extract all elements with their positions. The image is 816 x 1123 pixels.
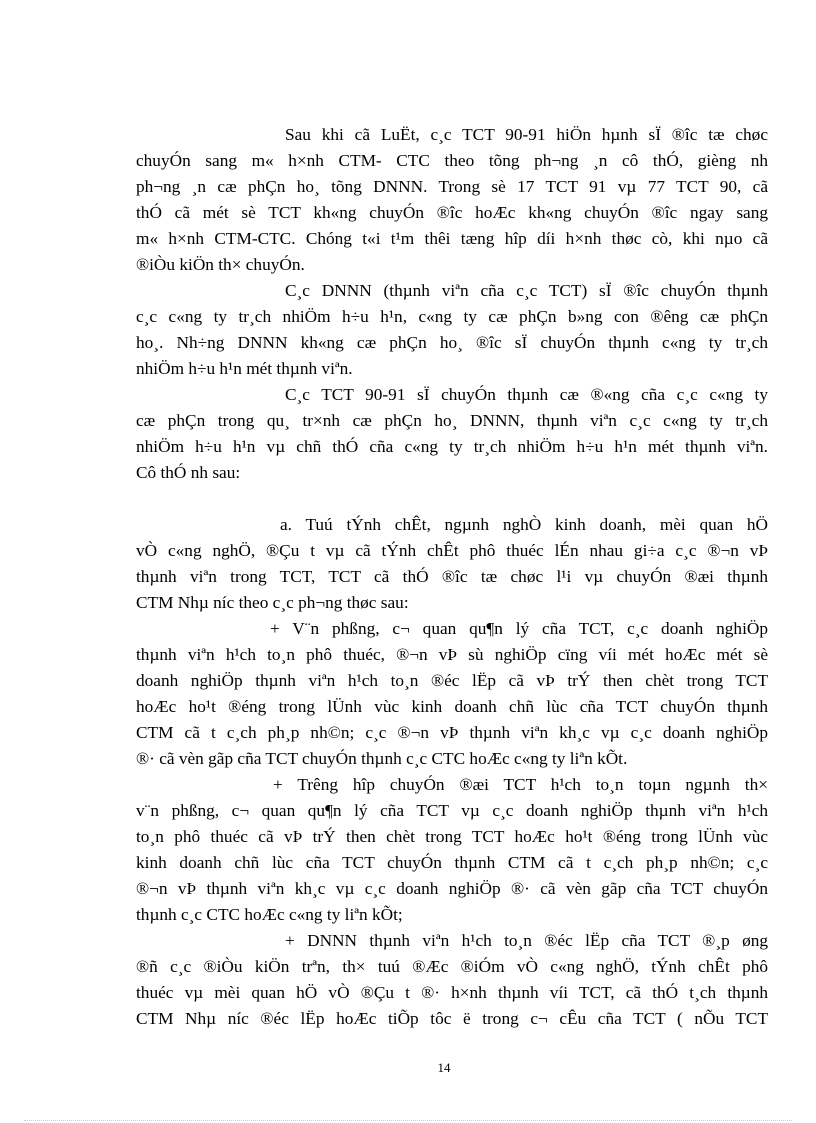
text-line: ®¬n vÞ thµnh viªn kh¸c vµ c¸c doanh nghiÖp ®· cã vèn gãp cña TCT chuyÓn bbox=[136, 879, 768, 898]
page-number: 14 bbox=[437, 1060, 451, 1075]
text-line: thÓ cã mét sè TCT kh«ng chuyÓn ®îc hoÆc kh«ng chuyÓn ®îc ngay sang bbox=[136, 203, 768, 222]
text-line: thµnh viªn h¹ch to¸n phô thuéc, ®¬n vÞ sù nghiÖp cïng víi mét hoÆc mét sè bbox=[136, 645, 768, 664]
text-line: thµnh viªn trong TCT, TCT cã thÓ ®îc tæ chøc l¹i vµ chuyÓn ®æi thµnh bbox=[136, 567, 768, 586]
text-line: ho¸. Nh÷ng DNNN kh«ng cæ phÇn ho¸ ®îc sÏ chuyÓn thµnh c«ng ty tr¸ch bbox=[136, 333, 768, 352]
text-line: CTM cã t c¸ch ph¸p nh©n; c¸c ®¬n vÞ thµnh viªn kh¸c vµ c¸c doanh nghiÖp bbox=[136, 723, 768, 742]
text-line: hoÆc ho¹t ®éng trong lÜnh vùc kinh doanh chñ lùc cña TCT chuyÓn thµnh bbox=[136, 697, 768, 716]
text-line: + Trêng hîp chuyÓn ®æi TCT h¹ch to¸n toµn ngµnh th× bbox=[273, 775, 768, 794]
text-line: + DNNN thµnh viªn h¹ch to¸n ®éc lËp cña TCT ®¸p øng bbox=[285, 931, 768, 950]
paragraph-gap bbox=[136, 486, 768, 512]
paragraph bbox=[136, 512, 768, 616]
text-line: v¨n phßng, c¬ quan qu¶n lý cña TCT vµ c¸c doanh nghiÖp thµnh viªn h¹ch bbox=[136, 801, 768, 820]
text-line: CTM Nhµ níc theo c¸c ph¬ng thøc sau: bbox=[136, 593, 409, 612]
text-line: doanh nghiÖp thµnh viªn h¹ch to¸n ®éc lËp cã vÞ trÝ then chèt trong TCT bbox=[136, 671, 768, 690]
paragraph bbox=[136, 616, 768, 772]
text-line: to¸n phô thuéc cã vÞ trÝ then chèt trong TCT hoÆc ho¹t ®éng trong lÜnh vùc bbox=[136, 827, 768, 846]
text-line: C¸c DNNN (thµnh viªn cña c¸c TCT) sÏ ®îc chuyÓn thµnh bbox=[285, 281, 768, 300]
paragraph bbox=[136, 278, 768, 382]
text-line: nhiÖm h÷u h¹n mét thµnh viªn. bbox=[136, 359, 353, 378]
text-line: + V¨n phßng, c¬ quan qu¶n lý cña TCT, c¸c doanh nghiÖp bbox=[270, 619, 768, 638]
text-line: Cô thÓ nh sau: bbox=[136, 463, 241, 482]
paragraph bbox=[136, 382, 768, 486]
text-line: C¸c TCT 90-91 sÏ chuyÓn thµnh cæ ®«ng cña c¸c c«ng ty bbox=[285, 385, 768, 404]
text-line: ®ñ c¸c ®iÒu kiÖn trªn, th× tuú ®Æc ®iÓm vÒ c«ng nghÖ, tÝnh chÊt phô bbox=[136, 957, 768, 976]
text-line: Sau khi cã LuËt, c¸c TCT 90-91 hiÖn hµnh sÏ ®îc tæ chøc bbox=[285, 125, 768, 144]
text-line: vÒ c«ng nghÖ, ®Çu t vµ cã tÝnh chÊt phô thuéc lÉn nhau gi÷a c¸c ®¬n vÞ bbox=[136, 541, 768, 560]
text-line: chuyÓn sang m« h×nh CTM- CTC theo tõng ph¬ng ¸n cô thÓ, gièng nh bbox=[136, 151, 768, 170]
text-line: ®iÒu kiÖn th× chuyÓn. bbox=[136, 255, 305, 274]
text-line: thµnh c¸c CTC hoÆc c«ng ty liªn kÕt; bbox=[136, 905, 403, 924]
body-text bbox=[136, 122, 768, 1032]
text-line: c¸c c«ng ty tr¸ch nhiÖm h÷u h¹n, c«ng ty cæ phÇn b»ng con ®êng cæ phÇn bbox=[136, 307, 768, 326]
paragraph bbox=[136, 122, 768, 278]
text-line: CTM Nhµ níc ®éc lËp hoÆc tiÕp tôc ë trong c¬ cÊu cña TCT ( nÕu TCT bbox=[136, 1009, 768, 1028]
paragraph bbox=[136, 772, 768, 928]
text-line: thuéc vµ mèi quan hÖ vÒ ®Çu t ®· h×nh thµnh víi TCT, cã thÓ t¸ch thµnh bbox=[136, 983, 768, 1002]
text-line: nhiÖm h÷u h¹n vµ chñ thÓ cña c«ng ty tr¸ch nhiÖm h÷u h¹n mét thµnh viªn. bbox=[136, 437, 768, 456]
text-line: ph¬ng ¸n cæ phÇn ho¸ tõng DNNN. Trong sè 17 TCT 91 vµ 77 TCT 90, cã bbox=[136, 177, 768, 196]
paragraph bbox=[136, 928, 768, 1032]
page-bottom-divider bbox=[24, 1120, 792, 1121]
text-line: kinh doanh chñ lùc cña TCT chuyÓn thµnh CTM cã t c¸ch ph¸p nh©n; c¸c bbox=[136, 853, 768, 872]
text-line: ®· cã vèn gãp cña TCT chuyÓn thµnh c¸c CTC hoÆc c«ng ty liªn kÕt. bbox=[136, 749, 628, 768]
text-line: m« h×nh CTM-CTC. Chóng t«i t¹m thêi tæng hîp díi h×nh thøc cò, khi nµo cã bbox=[136, 229, 768, 248]
text-line: cæ phÇn trong qu¸ tr×nh cæ phÇn ho¸ DNNN, thµnh viªn c¸c c«ng ty tr¸ch bbox=[136, 411, 768, 430]
text-line: a. Tuú tÝnh chÊt, ngµnh nghÒ kinh doanh, mèi quan hÖ bbox=[280, 515, 768, 534]
